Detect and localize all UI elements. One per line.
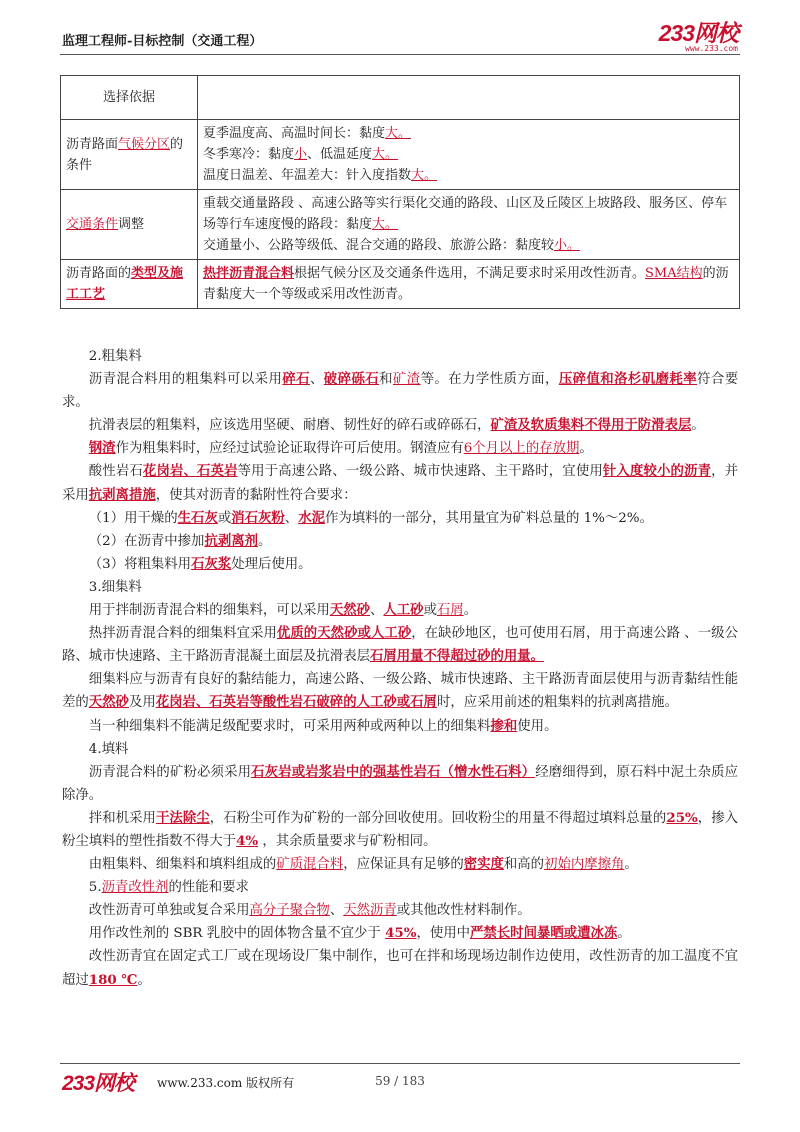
section-heading-fine: 3.细集料 [88, 579, 142, 595]
paragraph: 由粗集料、细集料和填料组成的矿质混合料，应保证具有足够的密实度和高的初始内摩擦角。 [88, 856, 638, 873]
paragraph: 用于拌制沥青混合料的细集料，可以采用天然砂、人工砂或石屑。 [88, 602, 478, 619]
document-body [62, 345, 738, 992]
table-row [61, 120, 740, 190]
section-heading-coarse: 2.粗集料 [88, 349, 142, 364]
paragraph: 抗滑表层的粗集料，应该选用坚硬、耐磨、韧性好的碎石或碎砾石，矿渣及软质集料不得用于防滑表层。 [88, 417, 705, 434]
paragraph: 沥青混合料用的粗集料可以采用碎石、破碎砾石和矿渣等。在力学性质方面，压碎值和洛杉矶磨耗率符合要求。 [62, 371, 739, 411]
paragraph: 用作改性剂的 SBR 乳胶中的固体物含量不宜少于 45%，使用中严禁长时间暴晒或遭冰冻。 [88, 925, 631, 942]
paragraph: 热拌沥青混合料的细集料宜采用优质的天然砂或人工砂，在缺砂地区，也可使用石屑，用于高速公路 、一级公路、城市快速路、主干路沥青混凝土面层及抗滑表层石屑用量不得超过砂的用量。 [62, 625, 739, 665]
table-row [61, 190, 740, 260]
paragraph: 当一种细集料不能满足级配要求时，可采用两种或两种以上的细集料掺和使用。 [88, 717, 558, 734]
section-heading-modifier: 5.沥青改性剂的性能和要求 [88, 880, 249, 896]
row-label-climate: 沥青路面气候分区的条件 [61, 120, 198, 190]
paragraph: 酸性岩石花岗岩、石英岩等用于高速公路、一级公路、城市快速路、主干路时，宜使用针入度较小的沥青，并采用抗剥离措施，使其对沥青的黏附性符合要求： [62, 463, 739, 503]
row-content-climate: 夏季温度高、高温时间长：黏度大。 冬季寒冷：黏度小、低温延度大。 温度日温差、年温差大：针入度指数大。 [198, 120, 740, 190]
row-content-traffic: 重载交通量路段 、高速公路等实行渠化交通的路段、山区及丘陵区上坡路段、服务区、停车场等行车速度慢的路段：黏度大。 交通量小、公路等级低、混合交通的路段、旅游公路：黏度较小。 [198, 190, 740, 260]
logo-text: 233网校 [658, 20, 738, 46]
paragraph: 改性沥青宜在固定式工厂或在现场设厂集中制作，也可在拌和场现场边制作边使用，改性沥青的加工温度不宜超过180 ℃。 [62, 949, 738, 988]
footer-logo: 233网校 [62, 1072, 135, 1095]
document-header-title: 监理工程师-目标控制（交通工程） [62, 34, 263, 49]
list-item: （3）将粗集料用石灰浆处理后使用。 [88, 555, 312, 572]
paragraph: 沥青混合料的矿粉必须采用石灰岩或岩浆岩中的强基性岩石（憎水性石料）经磨细得到，原石料中泥土杂质应除净。 [62, 763, 739, 803]
table-header-row [61, 76, 740, 120]
table-row [61, 260, 740, 309]
footer-divider [60, 1063, 740, 1064]
list-item: （1）用干燥的生石灰或消石灰粉、水泥作为填料的一部分，其用量宜为矿料总量的 1%～2%。 [88, 509, 653, 526]
page-number: 59 / 183 [375, 1074, 425, 1088]
paragraph: 改性沥青可单独或复合采用高分子聚合物、天然沥青或其他改性材料制作。 [88, 903, 531, 919]
paragraph: 钢渣作为粗集料时，应经过试验论证取得许可后使用。钢渣应有6个月以上的存放期。 [88, 440, 593, 457]
row-content-type: 热拌沥青混合料根据气候分区及交通条件选用，不满足要求时采用改性沥青。SMA结构的沥青黏度大一个等级或采用改性沥青。 [198, 260, 740, 309]
paragraph: 细集料应与沥青有良好的黏结能力，高速公路、一级公路、城市快速路、主干路沥青面层使用与沥青黏结性能差的天然砂及用花岗岩、石英岩等酸性岩石破碎的人工砂或石屑时，应采用前述的粗集料的抗剥离措施。 [62, 672, 738, 711]
row-label-traffic: 交通条件调整 [61, 190, 198, 260]
selection-basis-table [60, 75, 740, 309]
list-item: （2）在沥青中掺加抗剥离剂。 [88, 532, 272, 549]
footer-site-link[interactable]: www.233.com 版权所有 [157, 1076, 295, 1090]
row-label-type: 沥青路面的类型及施工工艺 [61, 260, 198, 309]
table-header-empty-cell [198, 76, 740, 120]
header-divider [60, 54, 740, 55]
table-header-cell: 选择依据 [61, 76, 198, 120]
logo-url: www.233.com [685, 44, 738, 53]
paragraph: 拌和机采用干法除尘，石粉尘可作为矿粉的一部分回收使用。回收粉尘的用量不得超过填料总量的25%，掺入粉尘填料的塑性指数不得大于4% ，其余质量要求与矿粉相同。 [62, 809, 739, 849]
brand-logo [659, 22, 738, 53]
section-heading-filler: 4.填料 [88, 741, 129, 757]
